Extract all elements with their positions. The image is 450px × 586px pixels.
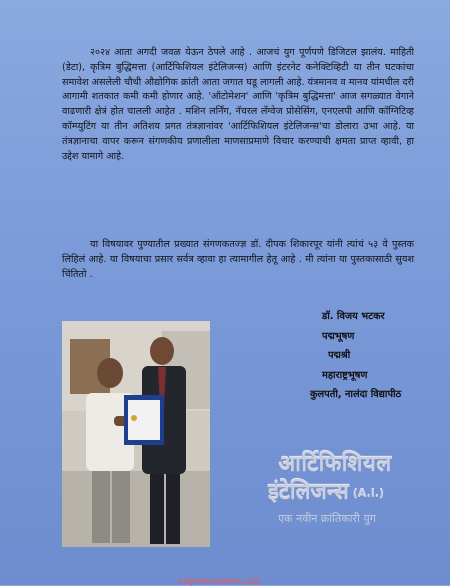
site-watermark: majesticreaders.com bbox=[178, 576, 262, 586]
award-padmashri: पद्मश्री bbox=[328, 350, 351, 361]
photo-illustration bbox=[62, 321, 210, 547]
book-subtitle: एक नवीन क्रांतिकारी युग bbox=[278, 512, 376, 525]
signatory-name: डॉ. विजय भटकर bbox=[322, 311, 385, 322]
award-maharashtrabhushan: महाराष्ट्रभूषण bbox=[322, 369, 368, 381]
signature-block bbox=[310, 307, 447, 405]
endorsement-paragraph-1: २०२४ आता अगदी जवळ येऊन ठेपले आहे . आजचं युग पूर्णपणे डिजिटल झालंय. माहिती (डेटा), कृत्रिम बुद्धिमत्ता (आर्टिफिशियल इंटेलिजन्स) आणि इंटरनेट कनेक्टिव्हिटी या तीन घटकांचा समावेश असलेली चौथी औद्योगिक क्रांती आता जगात घडू लागली आहे. यंत्रमानव व मानव यांमधील दरी आगामी शतकात कमी कमी होणार आहे. 'ऑटोमेशन' आणि 'कृत्रिम बुद्धिमत्ता' आज सगळ्यात वेगाने वाढणारी क्षेत्रं होत चालली आहेत . मशिन लर्निंग, नॅचरल लँग्वेज प्रोसेसिंग, एनएलपी आणि कॉग्निटिव्ह कॉम्प्युटिंग या तीन अतिशय प्रगत तंत्रज्ञानांवर 'आर्टिफिशियल इंटेलिजन्स'चा डोलारा उभा आहे. या तंत्रज्ञानाचा वापर करून संगणकीय प्रणालीला माणसाप्रमाणे विचार करण्याची क्षमता प्राप्त व्हावी, हा उद्देश यामागे आहे. bbox=[62, 47, 414, 162]
title-line-2 bbox=[232, 479, 420, 508]
signatory-position: कुलपती, नालंदा विद्यापीठ bbox=[310, 389, 402, 400]
title-line-1: आर्टिफिशियल bbox=[278, 452, 392, 477]
book-title-logo bbox=[250, 451, 420, 530]
author-photo bbox=[62, 321, 210, 547]
title-word-intelligence: इंटेलिजन्स bbox=[267, 480, 349, 505]
endorsement-paragraph-2: या विषयावर पुण्यातील प्रख्यात संगणकतज्ज्ञ डॉ. दीपक शिकारपूर यांनी त्यांचं ५३ वे पुस्तक लिहिलं आहे. या विषयाचा प्रसार सर्वत्र व्हावा हा त्यामागील हेतू आहे . मी त्यांना या पुस्तकासाठी सुयश चिंतितो . bbox=[62, 239, 414, 280]
title-abbr: (A.I.) bbox=[352, 487, 385, 500]
award-padmabhushan: पद्मभूषण bbox=[322, 330, 355, 342]
